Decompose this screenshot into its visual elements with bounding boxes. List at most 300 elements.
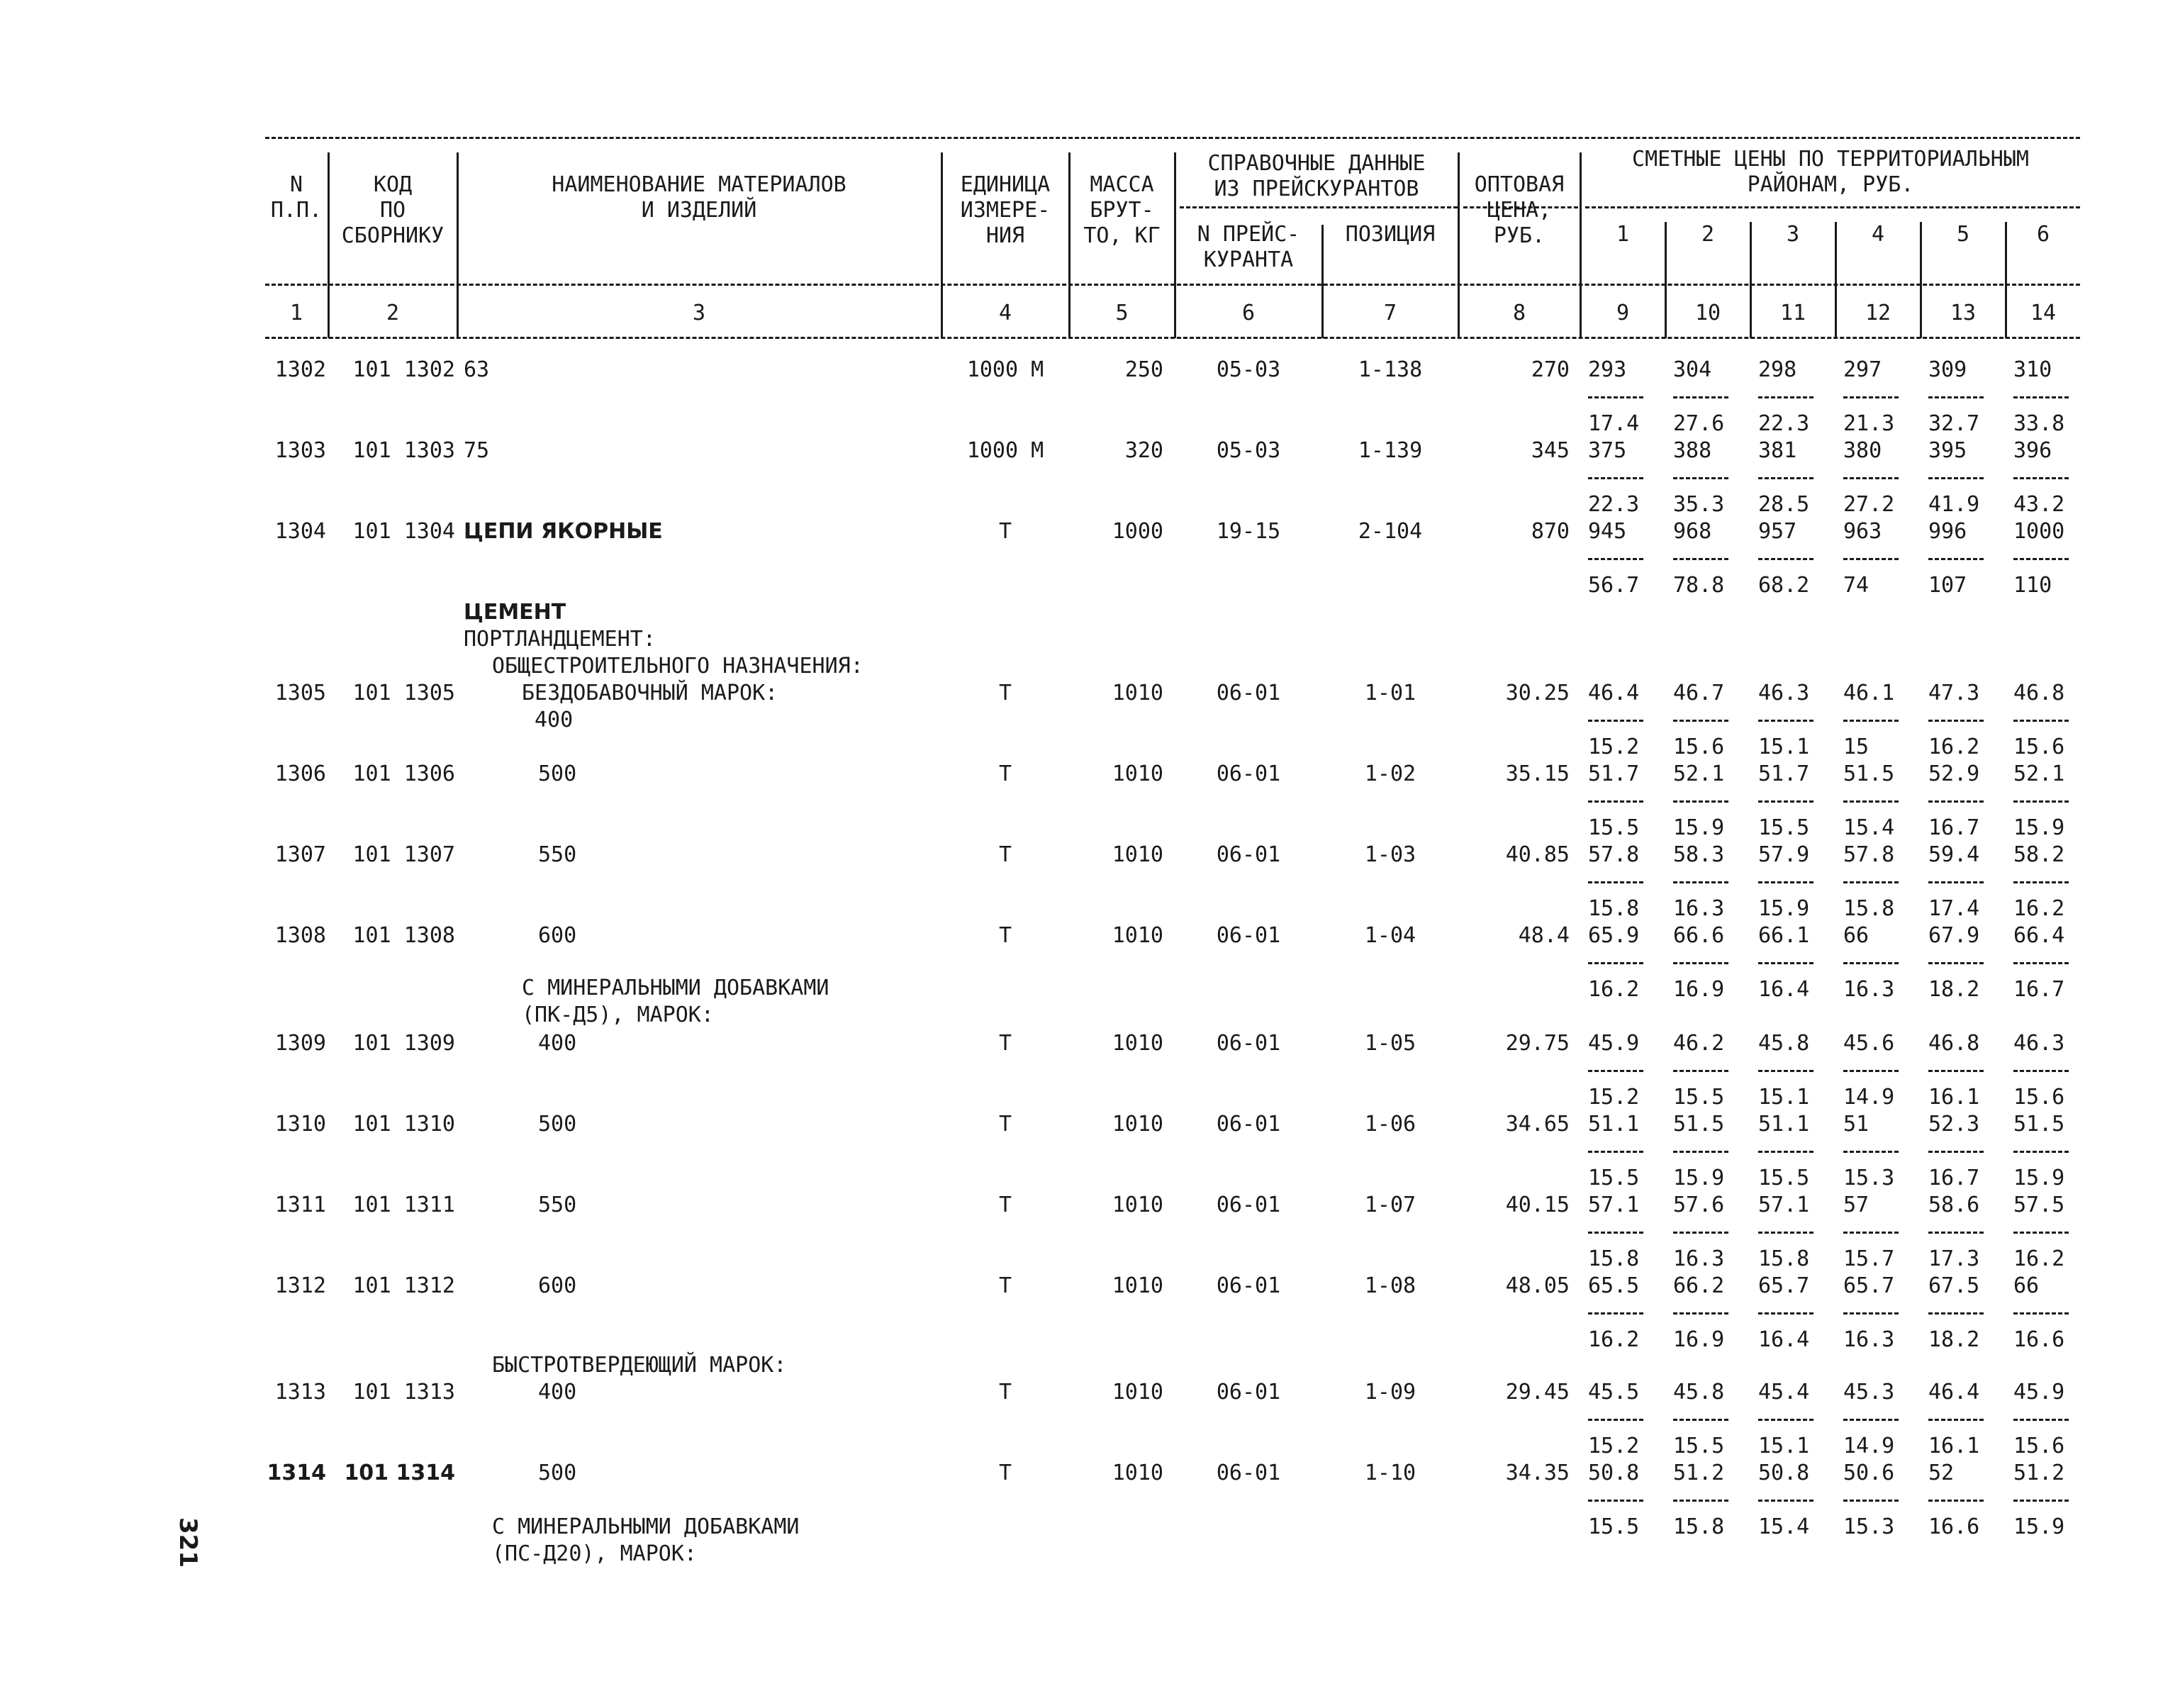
fraction-line [1928,1419,1984,1421]
row-region-price: 46.4 [1928,1380,1980,1405]
row-region-price: 66.4 [2013,923,2065,948]
header-name: НАИМЕНОВАНИЕ МАТЕРИАЛОВ И ИЗДЕЛИЙ [552,172,846,223]
row-region-share: 15.8 [1843,896,1895,921]
fraction-line [1588,720,1643,722]
header-region-1: 1 [1616,222,1630,247]
column-number-9: 9 [1616,301,1630,325]
fraction-line [1758,1232,1813,1234]
row-region-share: 15.5 [1588,1166,1640,1190]
fraction-line [1843,720,1899,722]
row-region-price: 57.9 [1758,842,1810,867]
fraction-line [2013,1500,2069,1502]
row-wholesale-price: 870 [1531,519,1570,544]
row-name: 75 [464,438,490,463]
row-region-price: 66 [2013,1273,2040,1298]
row-region-share: 16.3 [1843,977,1895,1002]
row-unit: 1000 М [966,357,1044,382]
fraction-line [1928,962,1984,964]
row-region-price: 45.8 [1673,1380,1725,1405]
row-region-share: 16.2 [2013,896,2065,921]
fraction-line [1673,1151,1728,1153]
row-region-share: 17.3 [1928,1246,1980,1271]
fraction-line [1928,1500,1984,1502]
row-region-share: 17.4 [1588,411,1640,436]
fraction-line [1588,1232,1643,1234]
row-region-price: 46.1 [1843,681,1895,705]
row-name: 500 [538,1112,577,1137]
row-region-share: 16.1 [1928,1434,1980,1458]
table-row [265,518,2080,598]
row-region-share: 15.4 [1758,1514,1810,1539]
row-region-share: 15.9 [1758,896,1810,921]
section-fast: БЫСТРОТВЕРДЕЮЩИЙ МАРОК: [492,1353,787,1378]
row-mass: 1010 [1112,1112,1163,1137]
row-mass: 1010 [1112,1273,1163,1298]
row-region-share: 16.2 [1928,735,1980,759]
fraction-line [1928,881,1984,883]
row-number: 1313 [274,1380,326,1405]
row-region-share: 14.9 [1843,1085,1895,1110]
fraction-line [2013,720,2069,722]
row-mass: 1010 [1112,842,1163,867]
fraction-line [1758,1419,1813,1421]
row-region-price: 52.1 [1673,761,1725,786]
column-number-10: 10 [1694,301,1721,325]
row-code: 101 1312 [352,1273,455,1298]
table-row [265,1379,2080,1458]
row-wholesale-price: 34.35 [1505,1461,1570,1485]
row-region-share: 16.3 [1843,1327,1895,1352]
fraction-line [1673,477,1728,479]
row-region-price: 1000 [2013,519,2065,544]
header-reference-group: СПРАВОЧНЫЕ ДАННЫЕ ИЗ ПРЕЙСКУРАНТОВ [1207,151,1426,201]
row-region-price: 51.7 [1588,761,1640,786]
row-region-price: 51.7 [1758,761,1810,786]
row-number: 1312 [274,1273,326,1298]
row-region-share: 68.2 [1758,573,1810,598]
section-mineral-ps-2: (ПС-Д20), МАРОК: [492,1541,697,1566]
row-region-share: 16.7 [2013,977,2065,1002]
fraction-line [1758,881,1813,883]
row-region-share: 15.2 [1588,1434,1640,1458]
row-region-price: 45.9 [1588,1031,1640,1056]
fraction-line [1758,962,1813,964]
fraction-line [1928,1232,1984,1234]
row-wholesale-price: 29.75 [1505,1031,1570,1056]
row-code: 101 1307 [352,842,455,867]
row-region-price: 51.5 [1843,761,1895,786]
row-number: 1304 [274,519,326,544]
row-region-price: 57.1 [1588,1193,1640,1217]
row-region-share: 15.1 [1758,1434,1810,1458]
row-region-price: 65.7 [1758,1273,1810,1298]
row-region-price: 46.3 [1758,681,1810,705]
row-region-price: 58.6 [1928,1193,1980,1217]
fraction-line [1673,396,1728,398]
row-region-share: 74 [1843,573,1869,598]
header-position: ПОЗИЦИЯ [1345,222,1436,247]
row-region-share: 15.3 [1843,1166,1895,1190]
column-number-14: 14 [2030,301,2057,325]
fraction-line [1928,1312,1984,1315]
row-region-price: 52 [1928,1461,1955,1485]
row-wholesale-price: 29.45 [1505,1380,1570,1405]
row-price-list: 05-03 [1216,438,1281,463]
row-code: 101 1309 [352,1031,455,1056]
row-number: 1314 [267,1461,326,1485]
column-number-12: 12 [1865,301,1891,325]
row-wholesale-price: 40.15 [1505,1193,1570,1217]
row-number: 1303 [274,438,326,463]
fraction-line [1843,558,1899,560]
row-region-share: 56.7 [1588,573,1640,598]
row-region-price: 50.6 [1843,1461,1895,1485]
fraction-line [1673,1419,1728,1421]
fraction-line [1673,800,1728,803]
row-region-share: 15.3 [1843,1514,1895,1539]
row-region-share: 14.9 [1843,1434,1895,1458]
row-region-price: 58.2 [2013,842,2065,867]
row-number: 1307 [274,842,326,867]
row-region-price: 45.8 [1758,1031,1810,1056]
fraction-line [1588,396,1643,398]
row-region-share: 16.7 [1928,815,1980,840]
row-region-share: 15.9 [2013,1166,2065,1190]
fraction-line [2013,477,2069,479]
fraction-line [1588,1151,1643,1153]
row-region-price: 51.2 [2013,1461,2065,1485]
section-general: ОБЩЕСТРОИТЕЛЬНОГО НАЗНАЧЕНИЯ: [492,654,863,679]
row-region-price: 45.4 [1758,1380,1810,1405]
row-region-share: 16.3 [1673,1246,1725,1271]
table-row [265,680,2080,759]
row-region-share: 15.9 [2013,1514,2065,1539]
row-region-share: 15.9 [1673,815,1725,840]
header-unit: ЕДИНИЦА ИЗМЕРЕ- НИЯ [960,172,1051,248]
section-mineral-pk-1: С МИНЕРАЛЬНЫМИ ДОБАВКАМИ [522,976,829,1000]
row-price-list: 06-01 [1216,681,1281,705]
row-region-share: 16.1 [1928,1085,1980,1110]
row-region-share: 41.9 [1928,492,1980,517]
fraction-line [2013,558,2069,560]
table-row [265,1030,2080,1110]
row-region-share: 27.6 [1673,411,1725,436]
row-position: 1-01 [1364,681,1416,705]
row-price-list: 06-01 [1216,1112,1281,1137]
row-region-price: 375 [1588,438,1627,463]
row-region-share: 15.5 [1588,1514,1640,1539]
row-name: 63 [464,357,490,382]
row-position: 2-104 [1358,519,1423,544]
row-region-price: 57 [1843,1193,1869,1217]
row-region-price: 50.8 [1588,1461,1640,1485]
row-code: 101 1305 [352,681,455,705]
table-row [265,1192,2080,1271]
row-region-share: 15.4 [1843,815,1895,840]
fraction-line [1588,881,1643,883]
fraction-line [1758,720,1813,722]
section-cement: ЦЕМЕНТ [464,600,566,625]
row-region-price: 45.6 [1843,1031,1895,1056]
header-wholesale-price: ОПТОВАЯ ЦЕНА, РУБ. [1474,172,1565,248]
fraction-line [1673,1500,1728,1502]
row-position: 1-04 [1364,923,1416,948]
fraction-line [2013,396,2069,398]
row-region-price: 996 [1928,519,1967,544]
fraction-line [1758,396,1813,398]
row-unit: Т [998,761,1012,786]
row-region-price: 51.5 [1673,1112,1725,1137]
fraction-line [1843,1312,1899,1315]
fraction-line [2013,1151,2069,1153]
row-region-price: 66.2 [1673,1273,1725,1298]
row-wholesale-price: 48.4 [1518,923,1570,948]
row-name-continued: 400 [535,708,574,732]
row-region-share: 15.5 [1673,1085,1725,1110]
row-price-list: 06-01 [1216,842,1281,867]
row-mass: 1010 [1112,1380,1163,1405]
column-number-1: 1 [289,301,303,325]
row-mass: 250 [1124,357,1163,382]
fraction-line [1843,477,1899,479]
row-region-share: 32.7 [1928,411,1980,436]
row-name: 600 [538,1273,577,1298]
fraction-line [1758,1312,1813,1315]
row-unit: 1000 М [966,438,1044,463]
row-region-share: 15.8 [1758,1246,1810,1271]
fraction-line [2013,962,2069,964]
row-region-share: 33.8 [2013,411,2065,436]
row-region-share: 107 [1928,573,1967,598]
row-name: 500 [538,761,577,786]
row-region-share: 18.2 [1928,977,1980,1002]
row-region-share: 22.3 [1758,411,1810,436]
header-code: КОД ПО СБОРНИКУ [341,172,445,248]
row-region-price: 957 [1758,519,1797,544]
row-price-list: 19-15 [1216,519,1281,544]
row-region-share: 18.2 [1928,1327,1980,1352]
fraction-line [1673,962,1728,964]
fraction-line [1928,1151,1984,1153]
row-region-share: 15.6 [2013,1434,2065,1458]
row-region-share: 16.4 [1758,1327,1810,1352]
row-region-price: 51 [1843,1112,1869,1137]
row-region-share: 15.5 [1588,815,1640,840]
fraction-line [1673,881,1728,883]
row-position: 1-09 [1364,1380,1416,1405]
header-region-3: 3 [1786,222,1800,247]
row-position: 1-08 [1364,1273,1416,1298]
row-region-share: 15.2 [1588,735,1640,759]
row-region-share: 15 [1843,735,1869,759]
row-region-price: 59.4 [1928,842,1980,867]
row-region-share: 16.7 [1928,1166,1980,1190]
row-region-price: 52.1 [2013,761,2065,786]
row-number: 1310 [274,1112,326,1137]
row-region-share: 15.6 [2013,1085,2065,1110]
column-number-6: 6 [1241,301,1256,325]
row-code: 101 1314 [344,1461,455,1485]
header-regions-group: СМЕТНЫЕ ЦЕНЫ ПО ТЕРРИТОРИАЛЬНЫМ РАЙОНАМ, РУБ. [1632,147,2029,197]
row-name: 500 [538,1461,577,1485]
row-region-price: 66 [1843,923,1869,948]
fraction-line [1758,558,1813,560]
row-region-price: 57.8 [1843,842,1895,867]
row-region-price: 50.8 [1758,1461,1810,1485]
row-price-list: 06-01 [1216,923,1281,948]
row-wholesale-price: 270 [1531,357,1570,382]
row-position: 1-02 [1364,761,1416,786]
row-name: 400 [538,1031,577,1056]
row-region-price: 57.5 [2013,1193,2065,1217]
row-region-share: 16.4 [1758,977,1810,1002]
row-region-share: 16.9 [1673,1327,1725,1352]
row-region-price: 46.8 [2013,681,2065,705]
row-unit: Т [998,1112,1012,1137]
row-region-share: 16.3 [1673,896,1725,921]
row-region-price: 51.5 [2013,1112,2065,1137]
row-region-price: 945 [1588,519,1627,544]
section-mineral-pk-2: (ПК-Д5), МАРОК: [522,1003,714,1027]
row-mass: 1010 [1112,1461,1163,1485]
row-name: 600 [538,923,577,948]
row-mass: 1010 [1112,761,1163,786]
row-region-share: 35.3 [1673,492,1725,517]
row-region-share: 15.1 [1758,735,1810,759]
fraction-line [1928,1070,1984,1072]
row-region-share: 15.8 [1588,1246,1640,1271]
row-region-price: 46.8 [1928,1031,1980,1056]
table-row [265,761,2080,840]
row-region-price: 52.9 [1928,761,1980,786]
row-unit: Т [998,519,1012,544]
fraction-line [1843,1151,1899,1153]
row-region-share: 15.6 [1673,735,1725,759]
row-region-share: 15.6 [2013,735,2065,759]
fraction-line [1843,1232,1899,1234]
row-unit: Т [998,1031,1012,1056]
fraction-line [2013,1419,2069,1421]
row-region-share: 78.8 [1673,573,1725,598]
row-region-price: 297 [1843,357,1882,382]
header-region-2: 2 [1701,222,1715,247]
row-region-price: 47.3 [1928,681,1980,705]
fraction-line [1928,396,1984,398]
section-mineral-ps-1: С МИНЕРАЛЬНЫМИ ДОБАВКАМИ [492,1514,800,1539]
row-region-share: 16.9 [1673,977,1725,1002]
row-region-price: 45.9 [2013,1380,2065,1405]
row-region-price: 388 [1673,438,1712,463]
fraction-line [1673,1232,1728,1234]
row-code: 101 1313 [352,1380,455,1405]
fraction-line [1843,962,1899,964]
row-region-share: 15.9 [2013,815,2065,840]
row-number: 1308 [274,923,326,948]
column-number-7: 7 [1383,301,1397,325]
fraction-line [1843,881,1899,883]
column-number-4: 4 [998,301,1012,325]
header-region-6: 6 [2036,222,2050,247]
row-unit: Т [998,1461,1012,1485]
row-wholesale-price: 35.15 [1505,761,1570,786]
row-region-price: 46.3 [2013,1031,2065,1056]
row-wholesale-price: 30.25 [1505,681,1570,705]
fraction-line [2013,800,2069,803]
row-region-price: 45.5 [1588,1380,1640,1405]
row-code: 101 1302 [352,357,455,382]
row-position: 1-03 [1364,842,1416,867]
fraction-line [1758,477,1813,479]
row-number: 1311 [274,1193,326,1217]
row-price-list: 06-01 [1216,1273,1281,1298]
row-wholesale-price: 345 [1531,438,1570,463]
row-wholesale-price: 48.05 [1505,1273,1570,1298]
section-portland: ПОРТЛАНДЦЕМЕНТ: [464,627,656,652]
row-region-price: 51.1 [1588,1112,1640,1137]
row-region-price: 46.7 [1673,681,1725,705]
fraction-line [1928,800,1984,803]
fraction-line [1758,800,1813,803]
row-region-price: 46.2 [1673,1031,1725,1056]
fraction-line [1758,1070,1813,1072]
row-region-price: 46.4 [1588,681,1640,705]
row-region-price: 309 [1928,357,1967,382]
row-region-share: 15.1 [1758,1085,1810,1110]
fraction-line [1843,1419,1899,1421]
row-region-price: 58.3 [1673,842,1725,867]
header-region-4: 4 [1871,222,1885,247]
row-mass: 320 [1124,438,1163,463]
row-region-share: 16.2 [1588,1327,1640,1352]
row-price-list: 06-01 [1216,761,1281,786]
fraction-line [1928,720,1984,722]
header-region-5: 5 [1956,222,1970,247]
row-region-share: 16.2 [2013,1246,2065,1271]
column-number-11: 11 [1779,301,1806,325]
fraction-line [1843,1500,1899,1502]
row-price-list: 06-01 [1216,1380,1281,1405]
row-code: 101 1303 [352,438,455,463]
row-code: 101 1311 [352,1193,455,1217]
row-price-list: 06-01 [1216,1461,1281,1485]
row-price-list: 06-01 [1216,1031,1281,1056]
row-price-list: 06-01 [1216,1193,1281,1217]
row-region-share: 16.6 [1928,1514,1980,1539]
row-code: 101 1308 [352,923,455,948]
page-number: 321 [174,1517,202,1568]
row-mass: 1010 [1112,923,1163,948]
row-region-price: 963 [1843,519,1882,544]
fraction-line [1673,720,1728,722]
fraction-line [1588,962,1643,964]
row-number: 1306 [274,761,326,786]
row-region-share: 15.5 [1673,1434,1725,1458]
header-price-list: N ПРЕЙС- КУРАНТА [1197,222,1300,272]
fraction-line [1588,800,1643,803]
table-top-rule [265,137,2080,139]
row-region-price: 395 [1928,438,1967,463]
fraction-line [1758,1151,1813,1153]
row-region-price: 293 [1588,357,1627,382]
header-bottom-rule [265,284,2080,286]
row-region-price: 52.3 [1928,1112,1980,1137]
row-region-price: 65.9 [1588,923,1640,948]
row-region-price: 65.7 [1843,1273,1895,1298]
row-region-price: 304 [1673,357,1712,382]
column-number-5: 5 [1115,301,1129,325]
row-region-price: 381 [1758,438,1797,463]
row-region-price: 57.8 [1588,842,1640,867]
